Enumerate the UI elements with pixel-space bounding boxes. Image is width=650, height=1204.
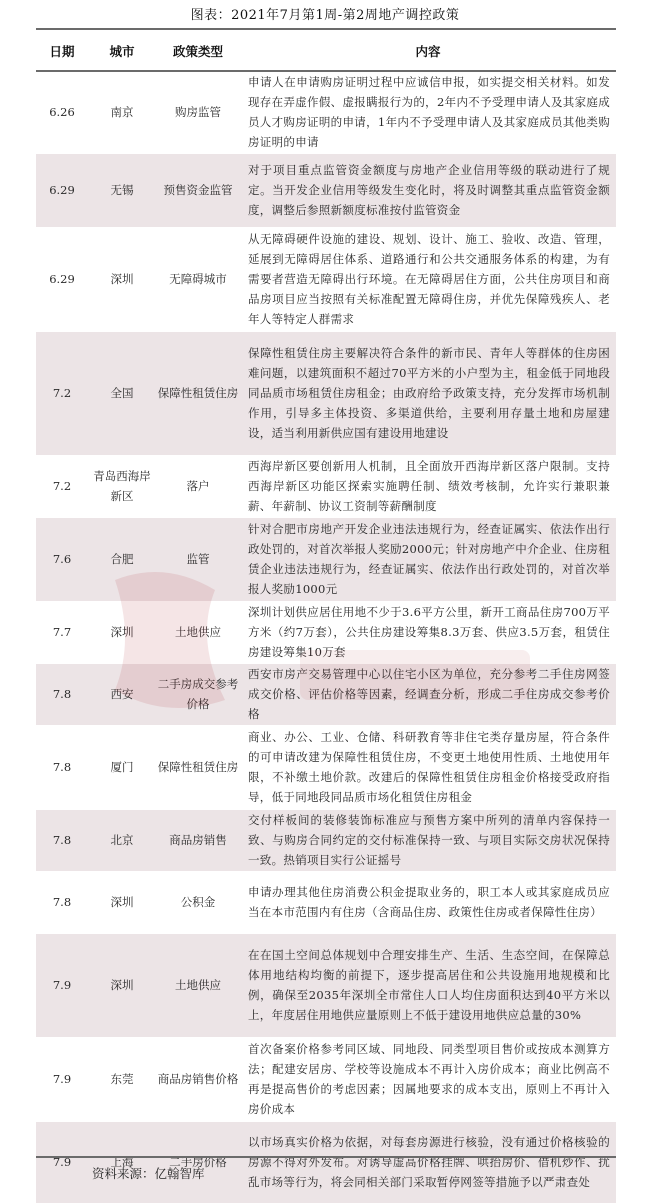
- row-content: 针对合肥市房地产开发企业违法违规行为，经查证属实、依法作出行政处罚的，对首次举报人奖励2000元；针对房地产中介企业、住房租赁企业违法违规行为，经查证属实、依法作出行政处罚的，对首次举报人奖励1000元: [240, 517, 616, 601]
- row-city: 深圳: [88, 933, 156, 1037]
- header-content: 内容: [240, 32, 616, 71]
- row-policy-type: 保障性租赁住房: [156, 725, 240, 809]
- table-row: [36, 331, 616, 455]
- table-row: [36, 227, 616, 331]
- table-row: [36, 455, 616, 517]
- row-date: 6.29: [36, 227, 88, 331]
- row-city: 东莞: [88, 1037, 156, 1121]
- row-date: 7.8: [36, 725, 88, 809]
- table-row: [36, 871, 616, 933]
- row-date: 7.7: [36, 601, 88, 663]
- top-rule: [36, 28, 616, 30]
- row-city: 深圳: [88, 871, 156, 933]
- row-date: 7.9: [36, 1121, 88, 1203]
- row-policy-type: 保障性租赁住房: [156, 331, 240, 455]
- row-content: 从无障碍硬件设施的建设、规划、设计、施工、验收、改造、管理，延展到无障碍居住体系、道路通行和公共交通服务体系的构建，为有需要者营造无障碍出行环境。在无障碍居住方面，公共住房项目和商品房项目应当按照有关标准配置无障碍住房，并优先保障残疾人、老年人等特定人群需求: [240, 227, 616, 331]
- row-city: 厦门: [88, 725, 156, 809]
- row-content: 首次备案价格参考同区域、同地段、同类型项目售价或按成本测算方法；配建安居房、学校等设施成本不再计入房价成本；商业比例高不再是提高售价的考虑因素；因属地要求的成本支出，原则上不再计入房价成本: [240, 1037, 616, 1121]
- row-policy-type: 土地供应: [156, 933, 240, 1037]
- table-caption: 图表：2021年7月第1周-第2周地产调控政策: [190, 8, 460, 23]
- row-policy-type: 商品房销售: [156, 809, 240, 871]
- row-content: 以市场真实价格为依据，对每套房源进行核验，没有通过价格核验的房源不得对外发布。对诱导虚高价格挂牌、哄抬房价、借机炒作、扰乱市场等行为，将会同相关部门采取暂停网签等措施予以严肃查处: [240, 1121, 616, 1203]
- header-city: 城市: [88, 32, 156, 71]
- row-city: 全国: [88, 331, 156, 455]
- row-policy-type: 公积金: [156, 871, 240, 933]
- table-row: [36, 517, 616, 601]
- table-row: [36, 71, 616, 153]
- row-content: 深圳计划供应居住用地不少于3.6平方公里，新开工商品住房700万平方米（约7万套），公共住房建设筹集8.3万套、供应3.5万套，租赁住房建设筹集10万套: [240, 601, 616, 663]
- header-date: 日期: [36, 32, 88, 71]
- row-date: 7.8: [36, 871, 88, 933]
- source-note: 资料来源：亿翰智库: [92, 1166, 205, 1181]
- table-row: [36, 809, 616, 871]
- row-policy-type: 二手房价格: [156, 1121, 240, 1203]
- table-row: [36, 933, 616, 1037]
- row-policy-type: 二手房成交参考价格: [156, 663, 240, 725]
- row-content: 交付样板间的装修装饰标准应与预售方案中所列的清单内容保持一致、与购房合同约定的交付标准保持一致、与项目实际交房状况保持一致。热销项目实行公证摇号: [240, 809, 616, 871]
- row-content: 对于项目重点监管资金额度与房地产企业信用等级的联动进行了规定。当开发企业信用等级发生变化时，将及时调整其重点监管资金额度，调整后参照新额度标准按付监管资金: [240, 153, 616, 227]
- policy-table: [36, 32, 616, 1204]
- row-content: 保障性租赁住房主要解决符合条件的新市民、青年人等群体的住房困难问题，以建筑面积不超过70平方米的小户型为主，租金低于同地段同品质市场租赁住房租金；由政府给予政策支持，充分发挥市场机制作用，引导多主体投资、多渠道供给，主要利用存量土地和房屋建设，适当利用新供应国有建设用地建设: [240, 331, 616, 455]
- row-city: 深圳: [88, 227, 156, 331]
- row-city: 上海: [88, 1121, 156, 1203]
- row-policy-type: 商品房销售价格: [156, 1037, 240, 1121]
- table-row: [36, 601, 616, 663]
- row-date: 6.26: [36, 71, 88, 153]
- row-city: 深圳: [88, 601, 156, 663]
- row-city: 合肥: [88, 517, 156, 601]
- table-row: [36, 153, 616, 227]
- row-date: 7.9: [36, 1037, 88, 1121]
- row-content: 商业、办公、工业、仓储、科研教育等非住宅类存量房屋，符合条件的可申请改建为保障性租赁住房，不变更土地使用性质、土地使用年限，不补缴土地价款。改建后的保障性租赁住房租金价格接受政府指导，低于同地段同品质市场化租赁住房租金: [240, 725, 616, 809]
- row-content: 在在国土空间总体规划中合理安排生产、生活、生态空间，在保障总体用地结构均衡的前提下，逐步提高居住和公共设施用地规模和比例，确保至2035年深圳全市常住人口人均住房面积达到40平方米以上，年度居住用地供应量原则上不低于建设用地供应总量的30%: [240, 933, 616, 1037]
- row-date: 7.8: [36, 809, 88, 871]
- header-type: 政策类型: [156, 32, 240, 71]
- row-policy-type: 无障碍城市: [156, 227, 240, 331]
- table-row: [36, 1121, 616, 1203]
- row-date: 6.29: [36, 153, 88, 227]
- table-row: [36, 725, 616, 809]
- row-date: 7.8: [36, 663, 88, 725]
- row-content: 西海岸新区要创新用人机制，且全面放开西海岸新区落户限制。支持西海岸新区功能区探索实施聘任制、绩效考核制，允许实行兼职兼薪、年薪制、协议工资制等薪酬制度: [240, 455, 616, 517]
- row-date: 7.2: [36, 331, 88, 455]
- row-date: 7.2: [36, 455, 88, 517]
- row-policy-type: 监管: [156, 517, 240, 601]
- bottom-rule: [36, 1156, 616, 1158]
- row-content: 申请人在申请购房证明过程中应诚信申报，如实提交相关材料。如发现存在弄虚作假、虚报瞒报行为的，2年内不予受理申请人及其家庭成员人才购房证明的申请，1年内不予受理申请人及其家庭成员其他类购房证明的申请: [240, 71, 616, 153]
- row-city: 青岛西海岸新区: [88, 455, 156, 517]
- row-policy-type: 土地供应: [156, 601, 240, 663]
- table-row: [36, 663, 616, 725]
- row-policy-type: 购房监管: [156, 71, 240, 153]
- row-city: 西安: [88, 663, 156, 725]
- row-city: 南京: [88, 71, 156, 153]
- row-date: 7.6: [36, 517, 88, 601]
- row-content: 申请办理其他住房消费公积金提取业务的，职工本人或其家庭成员应当在本市范围内有住房（含商品住房、政策性住房或者保障性住房）: [240, 871, 616, 933]
- table-row: [36, 1037, 616, 1121]
- row-policy-type: 落户: [156, 455, 240, 517]
- row-city: 无锡: [88, 153, 156, 227]
- row-content: 西安市房产交易管理中心以住宅小区为单位，充分参考二手住房网签成交价格、评估价格等因素，经调查分析，形成二手住房成交参考价格: [240, 663, 616, 725]
- row-policy-type: 预售资金监管: [156, 153, 240, 227]
- row-date: 7.9: [36, 933, 88, 1037]
- row-city: 北京: [88, 809, 156, 871]
